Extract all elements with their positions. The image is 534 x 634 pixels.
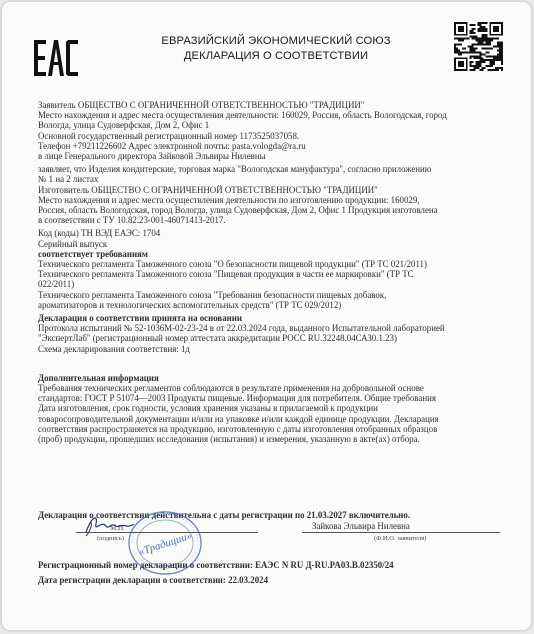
signature-line bbox=[76, 532, 258, 533]
section-heading: Дополнительная информация bbox=[38, 372, 159, 383]
text-line: заявляет, что Изделия кондитерские, торговая марка "Вологодская мануфактура", согласно приложению bbox=[38, 164, 432, 175]
text-line: соответствия распространяется на продукцию, изготовленную с даты изготовления отобранных образцов bbox=[38, 423, 438, 434]
text-line: № 1 на 2 листах bbox=[38, 174, 99, 185]
text-line: Телефон +79211226602 Адрес электронной почты: pasta.vologda@ra.ru bbox=[38, 140, 306, 151]
text-line: Изготовитель ОБЩЕСТВО С ОГРАНИЧЕННОЙ ОТВЕТСТВЕННОСТЬЮ "ТРАДИЦИИ" bbox=[38, 184, 378, 195]
text-line: Протокола испытаний № 52-1036М-02-23-24 в от 22.03.2024 года, выданного Испытательной лабораторией bbox=[38, 323, 445, 334]
text-line: Дата изготовления, срок годности, условия хранения указаны в прилагаемой к продукции bbox=[38, 403, 378, 414]
spacer bbox=[38, 354, 508, 373]
applicant-name: Зайкова Эльвира Нилевна bbox=[312, 521, 410, 531]
text-line: Технического регламента Таможенного союза "О безопасности пищевой продукции" (ТР ТС 021/2011) bbox=[38, 259, 427, 270]
validity-line: Декларация о соответствии действительна с даты регистрации по 21.03.2027 включительно. bbox=[38, 510, 411, 520]
svg-text:«Традиции»: «Традиции» bbox=[137, 529, 194, 559]
text-line: в лице Генерального директора Зайковой Эльвиры Нилевны bbox=[38, 151, 266, 162]
text-line: "ЭкспертЛаб" (регистрационный номер аттестата аккредитации РОСС RU.32248.04САЗ0.1.23) bbox=[38, 333, 397, 344]
text-line: Требования технических регламентов соблюдаются в результате применения на добровольной основе bbox=[38, 383, 424, 394]
text-line: Серийный выпуск bbox=[38, 238, 108, 249]
text-line: стандартов: ГОСТ Р 51074—2003 Продукты пищевые. Информация для потребителя. Общие требования bbox=[38, 393, 436, 404]
text-line: Основной государственный регистрационный номер 1173525037058. bbox=[38, 130, 300, 141]
qr-code-icon bbox=[454, 22, 503, 71]
text-line: Технического регламента Таможенного союза "Пищевая продукция в части ее маркировки" (ТР ТС bbox=[38, 269, 414, 280]
text-line: (проб) продукции, прошедших исследования (испытания) и измерения, указанную в акте(ах) отбора. bbox=[38, 434, 420, 445]
section-heading: Декларация о соответствии принята на основании bbox=[38, 313, 243, 324]
declaration-document bbox=[1, 1, 532, 631]
text-line: ароматизаторов и технологических вспомогательных средств" (ТР ТС 029/2012) bbox=[38, 299, 342, 310]
section-heading: соответствует требованиям bbox=[38, 248, 148, 259]
text-line: Россия, область Вологодская, город Вологда, улица Судоверфская, Дом 2, Офис 1 Продукция изготовлена bbox=[38, 205, 438, 216]
text-line: Вологда, улица Судоверфская, Дом 2, Офис 1 bbox=[38, 120, 210, 131]
name-line bbox=[302, 532, 500, 533]
stamp-place-caption: М.П. bbox=[110, 524, 125, 532]
text-line: Место нахождения и адрес места осуществления деятельности по изготовлению продукции: 160029, bbox=[38, 194, 420, 205]
text-line: Место нахождения и адрес места осуществления деятельности: 160029, Россия, область Вологодская, город bbox=[38, 110, 447, 121]
text-line: Заявитель ОБЩЕСТВО С ОГРАНИЧЕННОЙ ОТВЕТСТВЕННОСТЬЮ "ТРАДИЦИИ" bbox=[38, 100, 365, 110]
signature-caption: (подпись) bbox=[97, 535, 124, 542]
text-line: Схема декларирования соответствия: 1д bbox=[38, 343, 190, 354]
text-line: товаросопроводительной документации и/или на упаковке и/или каждой единице продукции. Декларация bbox=[38, 413, 439, 424]
registration-date: Дата регистрации декларации о соответствии: 22.03.2024 bbox=[38, 575, 269, 585]
text-line: в соответствии с ТУ 10.82.23-001-46071413-2017. bbox=[38, 215, 226, 226]
name-caption: (Ф.И.О. заявителя) bbox=[374, 535, 427, 542]
union-title: ЕВРАЗИЙСКИЙ ЭКОНОМИЧЕСКИЙ СОЮЗ bbox=[161, 35, 391, 47]
text-line: 022/2011) bbox=[38, 279, 75, 290]
declaration-body bbox=[38, 100, 508, 444]
eac-logo bbox=[34, 38, 80, 78]
text-line: Технического регламента Таможенного союза "Требования безопасности пищевых добавок, bbox=[38, 289, 387, 300]
text-line: Код (коды) ТН ВЭД ЕАЭС: 1704 bbox=[38, 228, 161, 239]
registration-number: Регистрационный номер декларации о соответствии: ЕАЭС N RU Д-RU.PA03.В.02350/24 bbox=[38, 560, 394, 570]
document-title: ДЕКЛАРАЦИЯ О СООТВЕТСТВИИ bbox=[183, 50, 369, 62]
